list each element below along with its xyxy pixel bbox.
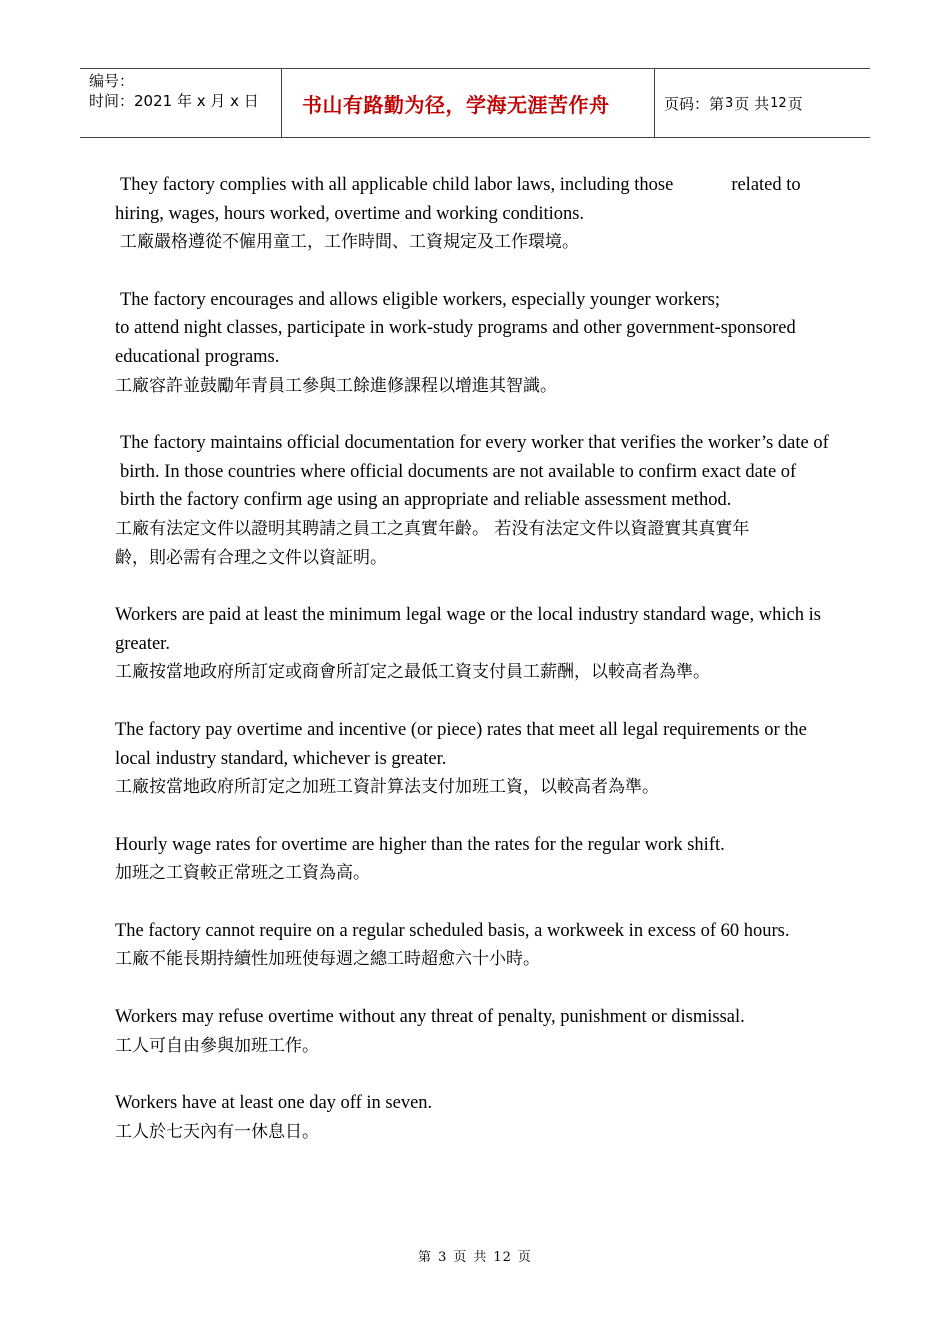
english-text: The factory pay overtime and incentive (or piece) rates that meet all legal requirements or the local industry standard, whichever is greater. xyxy=(115,719,807,769)
english-text: Hourly wage rates for overtime are higher than the rates for the regular work shift. xyxy=(115,834,725,855)
page-current: 3 xyxy=(725,95,734,111)
chinese-text: 工人於七天內有一休息日。 xyxy=(115,1121,319,1142)
chinese-text: 工廠按當地政府所訂定或商會所訂定之最低工資支付員工薪酬，以較高者為準。 xyxy=(115,662,710,683)
paragraph-refuse-overtime xyxy=(115,1003,835,1060)
header-page-info xyxy=(655,69,870,137)
english-text-cont: to attend night classes, participate in work-study programs and other government-sponsored educational programs. xyxy=(115,318,796,367)
header-motto: 书山有路勤为径，学海无涯苦作舟 xyxy=(281,69,655,137)
page-mid: 页 共 xyxy=(734,94,770,113)
english-text: The factory maintains official documentation for every worker that verifies the worker’s date of birth. In those countries where official documents are not available to confirm exact date of birth the factory confirm age using an appropriate and reliable assessment method. xyxy=(120,433,829,511)
paragraph-day-off xyxy=(115,1089,835,1146)
paragraph-documentation xyxy=(115,429,835,572)
chinese-text: 工廠容許並鼓勵年青員工參與工餘進修課程以增進其智識。 xyxy=(115,375,557,396)
chinese-text: 工廠不能長期持續性加班使每週之總工時超愈六十小時。 xyxy=(115,949,540,970)
footer-page-total: 12 xyxy=(493,1250,512,1265)
page-footer: 第 3 页 共 12 页 xyxy=(418,1250,532,1265)
header-meta-cell xyxy=(80,69,281,137)
page-header xyxy=(80,68,870,138)
chinese-text: 工廠有法定文件以證明其聘請之員工之真實年齡。 若没有法定文件以資證實其真實年 xyxy=(115,518,750,539)
english-text: Workers may refuse overtime without any threat of penalty, punishment or dismissal. xyxy=(115,1007,745,1028)
document-body xyxy=(115,171,835,1175)
english-text: The factory encourages and allows eligible workers, especially younger workers; xyxy=(120,289,721,310)
footer-page-current: 3 xyxy=(438,1250,448,1265)
paragraph-hourly-rates xyxy=(115,831,835,888)
chinese-text: 工廠按當地政府所訂定之加班工資計算法支付加班工資，以較高者為準。 xyxy=(115,777,659,798)
paragraph-education xyxy=(115,286,835,400)
date-label: 时间：2021 年 x 月 x 日 xyxy=(89,92,259,110)
chinese-text: 加班之工資較正常班之工資為高。 xyxy=(115,863,370,884)
paragraph-child-labor xyxy=(115,171,835,257)
paragraph-minimum-wage xyxy=(115,601,835,687)
page-total: 12 xyxy=(770,95,787,111)
english-text: Workers are paid at least the minimum legal wage or the local industry standard wage, which is greater. xyxy=(115,605,821,654)
english-text-cont: hiring, wages, hours worked, overtime and working conditions. xyxy=(115,203,585,224)
page-prefix: 页码：第 xyxy=(664,94,725,113)
page-suffix: 页 xyxy=(787,94,803,113)
english-text: They factory complies with all applicable child labor laws, including those related to xyxy=(120,175,801,195)
chinese-text: 工人可自由參與加班工作。 xyxy=(115,1035,319,1056)
chinese-text-cont: 齡，則必需有合理之文件以資証明。 xyxy=(115,547,387,568)
english-text: Workers have at least one day off in seven. xyxy=(115,1093,433,1114)
paragraph-workweek xyxy=(115,917,835,974)
english-text: The factory cannot require on a regular scheduled basis, a workweek in excess of 60 hours. xyxy=(115,920,790,941)
paragraph-overtime-pay xyxy=(115,716,835,802)
chinese-text: 工廠嚴格遵從不僱用童工，工作時間、工資規定及工作環境。 xyxy=(120,232,579,253)
number-label: 编号： xyxy=(89,72,135,90)
